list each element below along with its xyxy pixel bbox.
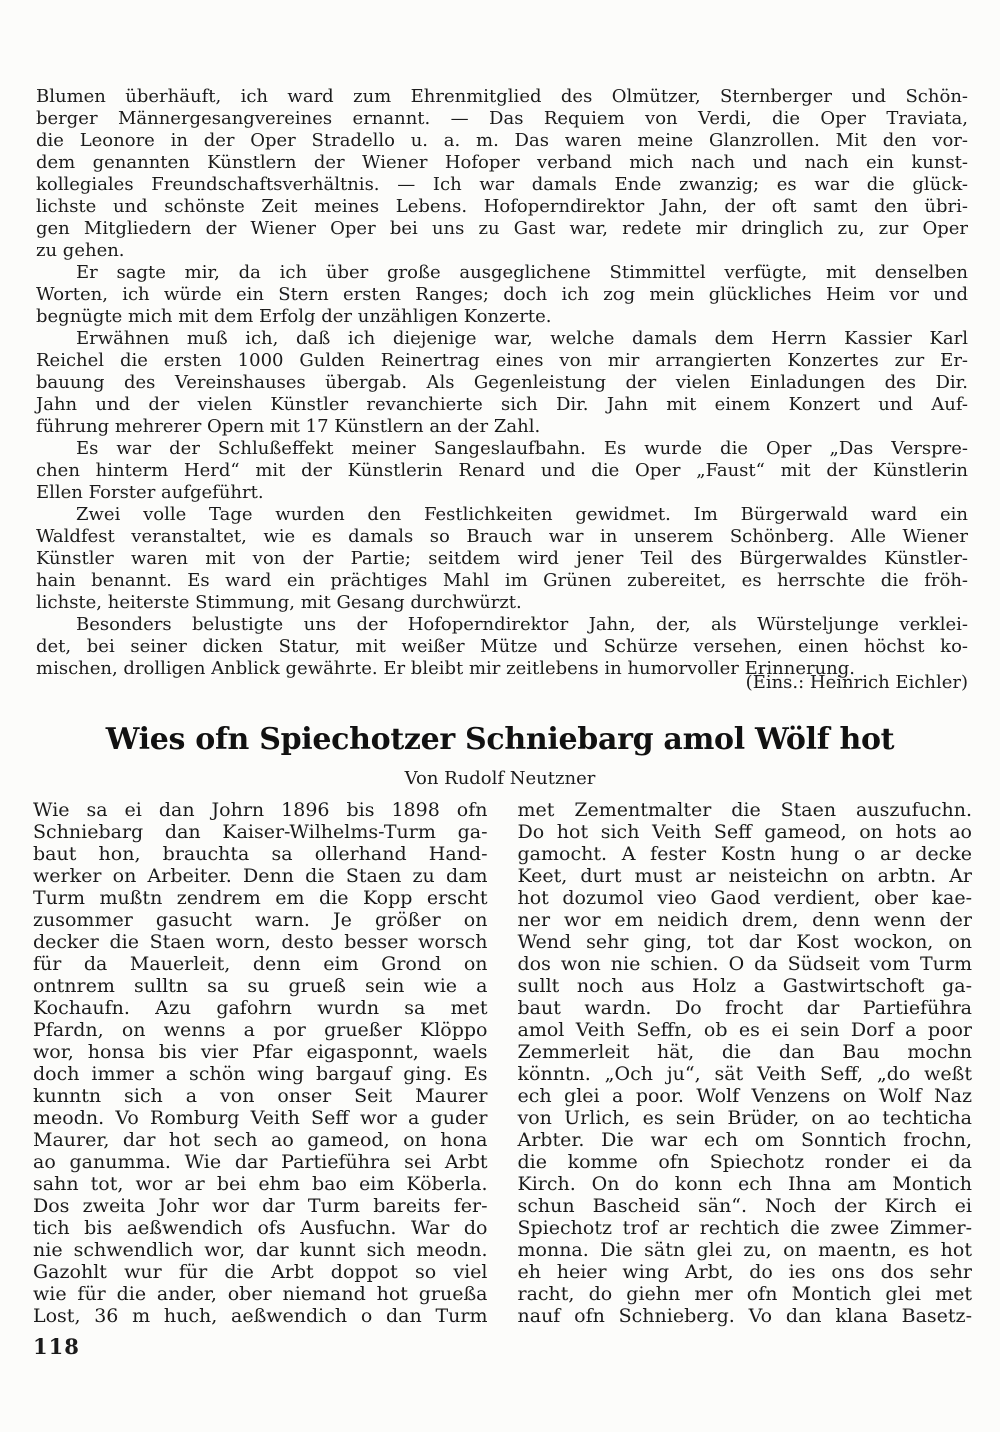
text-line: die Leonore in der Oper Stradello u. a. m. Das waren meine Glanzrollen. Mit den vor- <box>36 130 968 151</box>
text-line: hain benannt. Es ward ein prächtiges Mahl im Grünen zubereitet, es herrschte die fröh- <box>36 570 968 591</box>
text-line: sullt noch aus Holz a Gastwirtschoft ga- <box>517 975 972 997</box>
text-line: wor, honsa bis vier Pfar eigasponnt, waels <box>33 1041 488 1063</box>
text-line: dos won nie schien. O da Südseit vom Turm <box>517 953 972 975</box>
text-line: ontnrem sulltn sa su grueß sein wie a <box>33 975 488 997</box>
text-line: für da Mauerleit, denn eim Grond on <box>33 953 488 975</box>
text-line: kollegiales Freundschaftsverhältnis. — Ich war damals Ende zwanzig; es war die glück- <box>36 174 968 195</box>
memoir-text-block <box>36 86 968 680</box>
text-line: amol Veith Seffn, ob es ei sein Dorf a poor <box>517 1019 972 1041</box>
text-line: die komme ofn Spiechotz ronder ei da <box>517 1151 972 1173</box>
text-line: Turm mußtn zendrem em die Kopp erscht <box>33 887 488 909</box>
attribution-line: (Eins.: Heinrich Eichler) <box>745 672 968 693</box>
text-line: racht, do giehn mer ofn Montich glei met <box>517 1283 972 1305</box>
text-line: schun Bascheid sän“. Noch der Kirch ei <box>517 1195 972 1217</box>
text-line: gamocht. A fester Kostn hung o ar decke <box>517 843 972 865</box>
text-line: Kirch. On do konn ech Ihna am Montich <box>517 1173 972 1195</box>
paragraph <box>36 614 968 680</box>
text-line: eh heier wing Arbt, do ies ons dos sehr <box>517 1261 972 1283</box>
text-line: Wend sehr ging, tot dar Kost wockon, on <box>517 931 972 953</box>
text-line: meodn. Vo Romburg Veith Seff wor a guder <box>33 1107 488 1129</box>
text-line: tich bis aeßwendich ofs Ausfuchn. War do <box>33 1217 488 1239</box>
text-line: monna. Die sätn glei zu, on maentn, es hot <box>517 1239 972 1261</box>
text-line: könntn. „Och ju“, sät Veith Seff, „do weßt <box>517 1063 972 1085</box>
text-line: werker on Arbeiter. Denn die Staen zu dam <box>33 865 488 887</box>
text-line: Kochaufn. Azu gafohrn wurdn sa met <box>33 997 488 1019</box>
text-line: baut wardn. Do frocht dar Partieführa <box>517 997 972 1019</box>
article-columns <box>33 799 972 1327</box>
text-line: zusommer gasucht warn. Je größer on <box>33 909 488 931</box>
article-column-right <box>518 799 973 1327</box>
text-line: von Urlich, es sein Brüder, on ao techticha <box>517 1107 972 1129</box>
text-line: mischen, drolligen Anblick gewährte. Er bleibt mir zeitlebens in humorvoller Erinnerung. <box>36 658 856 679</box>
text-line: zu gehen. <box>36 240 125 261</box>
text-line: nauf ofn Schnieberg. Vo dan klana Basetz- <box>517 1305 972 1327</box>
text-line: Ellen Forster aufgeführt. <box>36 482 264 503</box>
text-line: Dos zweita Johr wor dar Turm bareits fer- <box>33 1195 488 1217</box>
text-line: kunntn sich a von onser Seit Maurer <box>33 1085 488 1107</box>
text-line: Arbter. Die war ech om Sonntich frochn, <box>517 1129 972 1151</box>
text-line: Künstler waren mit von der Partie; seitdem wird jener Teil des Bürgerwaldes Künstler- <box>36 548 968 569</box>
article-headline: Wies ofn Spiechotzer Schniebarg amol Wölf hot <box>105 722 895 757</box>
text-line: Pfardn, on wenns a por grueßer Klöppo <box>33 1019 488 1041</box>
text-line: met Zementmalter die Staen auszufuchn. <box>517 799 972 821</box>
page-number: 118 <box>33 1334 80 1359</box>
text-line: ao ganumma. Wie dar Partieführa sei Arbt <box>33 1151 488 1173</box>
text-line: Gazohlt wur für die Arbt doppot so viel <box>33 1261 488 1283</box>
text-line: Maurer, dar hot sech ao gameod, on hona <box>33 1129 488 1151</box>
text-line: lichste und schönste Zeit meines Lebens. Hofoperndirektor Jahn, der oft samt den übri- <box>36 196 968 217</box>
text-line: Schniebarg dan Kaiser-Wilhelms-Turm ga- <box>33 821 488 843</box>
text-line: Spiechotz trof ar rechtich die zwee Zimmer- <box>517 1217 972 1239</box>
text-line: Do hot sich Veith Seff gameod, on hots ao <box>517 821 972 843</box>
article-column-left <box>33 799 488 1327</box>
text-line: decker die Staen worn, desto besser worsch <box>33 931 488 953</box>
text-line: Jahn und der vielen Künstler revanchierte sich Dir. Jahn mit einem Konzert und Auf- <box>36 394 968 415</box>
paragraph <box>36 86 968 262</box>
text-line: chen hinterm Herd“ mit der Künstlerin Renard und die Oper „Faust“ mit der Künstlerin <box>36 460 968 481</box>
text-line: baut hon, brauchta sa ollerhand Hand- <box>33 843 488 865</box>
text-line: bauung des Vereinshauses übergab. Als Gegenleistung der vielen Einladungen des Dir. <box>36 372 968 393</box>
text-line: Keet, durt must ar neisteichn on arbtn. Ar <box>517 865 972 887</box>
text-line: Zemmerleit hät, die dan Bau mochn <box>517 1041 972 1063</box>
paragraph <box>36 262 968 328</box>
text-line: sahn tot, wor ar bei ehm bao eim Köberla. <box>33 1173 488 1195</box>
text-line: Worten, ich würde ein Stern ersten Ranges; doch ich zog mein glückliches Heim vor und <box>36 284 968 305</box>
text-line: begnügte mich mit dem Erfolg der unzähligen Konzerte. <box>36 306 552 327</box>
article-byline: Von Rudolf Neutzner <box>404 768 596 789</box>
text-line: Es war der Schlußeffekt meiner Sangeslaufbahn. Es wurde die Oper „Das Verspre- <box>76 438 968 459</box>
text-line: dem genannten Künstlern der Wiener Hofoper verband mich nach und nach ein kunst- <box>36 152 968 173</box>
paragraph <box>36 504 968 614</box>
text-line: Besonders belustigte uns der Hofoperndirektor Jahn, der, als Würsteljunge verklei- <box>76 614 968 635</box>
text-line: Er sagte mir, da ich über große ausgeglichene Stimmittel verfügte, mit denselben <box>76 262 968 283</box>
text-line: wie für die ander, ober niemand hot grueßa <box>33 1283 488 1305</box>
text-line: ner wor em neidich drem, denn wenn der <box>517 909 972 931</box>
paragraph <box>36 328 968 438</box>
text-line: gen Mitgliedern der Wiener Oper bei uns zu Gast war, redete mir dringlich zu, zur Oper <box>36 218 968 239</box>
text-line: det, bei seiner dicken Statur, mit weißer Mütze und Schürze versehen, einen höchst ko- <box>36 636 968 657</box>
text-line: Wie sa ei dan Johrn 1896 bis 1898 ofn <box>33 799 488 821</box>
text-line: nie schwendlich wor, dar kunnt sich meodn. <box>33 1239 488 1261</box>
text-line: Blumen überhäuft, ich ward zum Ehrenmitglied des Olmützer, Sternberger und Schön- <box>36 86 968 107</box>
paragraph <box>36 438 968 504</box>
text-line: Lost, 36 m huch, aeßwendich o dan Turm <box>33 1305 488 1327</box>
text-line: berger Männergesangvereines ernannt. — Das Requiem von Verdi, die Oper Traviata, <box>36 108 968 129</box>
text-line: Zwei volle Tage wurden den Festlichkeiten gewidmet. Im Bürgerwald ward ein <box>76 504 968 525</box>
text-line: Reichel die ersten 1000 Gulden Reinertrag eines von mir arrangierten Konzertes zur Er- <box>36 350 968 371</box>
text-line: führung mehrerer Opern mit 17 Künstlern an der Zahl. <box>36 416 541 437</box>
text-line: lichste, heiterste Stimmung, mit Gesang durchwürzt. <box>36 592 522 613</box>
text-line: hot dozumol vieo Gaod verdient, ober kae- <box>517 887 972 909</box>
text-line: Waldfest veranstaltet, wie es damals so Brauch war in unserem Schönberg. Alle Wiener <box>36 526 968 547</box>
text-line: Erwähnen muß ich, daß ich diejenige war, welche damals dem Herrn Kassier Karl <box>76 328 968 349</box>
text-line: ech glei a poor. Wolf Venzens on Wolf Naz <box>517 1085 972 1107</box>
text-line: doch immer a schön wing bargauf ging. Es <box>33 1063 488 1085</box>
